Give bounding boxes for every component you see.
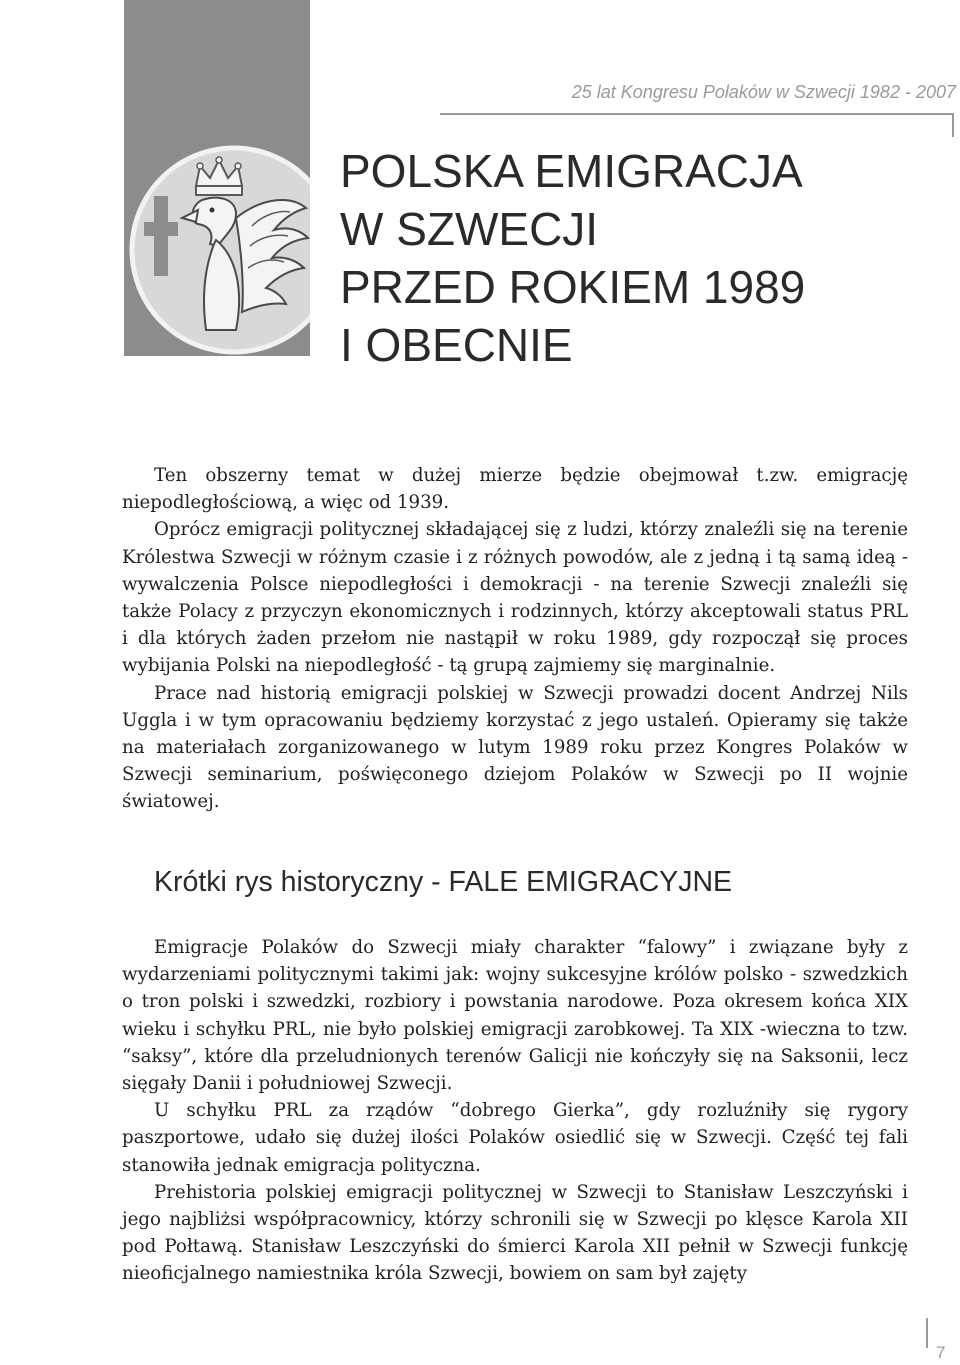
running-header: 25 lat Kongresu Polaków w Szwecji 1982 - 2007	[571, 82, 956, 102]
paragraph: Prace nad historią emigracji polskiej w Szwecji prowadzi docent Andrzej Nils Uggla i w tym opracowaniu będziemy korzystać z jego ustaleń. Opieramy się także na materiałach zorganizowanego w lutym 1989 roku przez Kongres Polaków w Szwecji seminarium, poświęconego dziejom Polaków w Szwecji po II wojnie światowej.	[122, 682, 908, 813]
title-line: POLSKA EMIGRACJA	[340, 145, 803, 197]
section-text	[122, 934, 908, 1288]
title-line: PRZED ROKIEM 1989	[340, 261, 806, 313]
eagle-emblem-graphic	[124, 0, 310, 356]
paragraph: Emigracje Polaków do Szwecji miały charakter “falowy” i związane były z wydarzeniami politycznymi takimi jak: wojny sukcesyjne królów polsko - szwedzkich o tron polski i szwedzki, rozbiory i powstania narodowe. Poza okresem końca XIX wieku i schyłku PRL, nie było polskiej emigracji zarobkowej. Ta XIX -wieczna to tzw. “saksy”, które dla przeludnionych terenów Galicji nie kończyły się na Saksonii, lecz sięgały Danii i południowej Szwecji.	[122, 937, 908, 1095]
page-title	[340, 142, 900, 374]
section-heading: Krótki rys historyczny - FALE EMIGRACYJNE	[154, 866, 733, 898]
crowned-eagle-emblem-icon	[124, 0, 310, 356]
paragraph: U schyłku PRL za rządów “dobrego Gierka”, gdy rozluźniły się rygory paszportowe, udało się dużej ilości Polaków osiedlić się w Szwecji. Część tej fali stanowiła jednak emigracja polityczna.	[122, 1100, 908, 1176]
paragraph: Ten obszerny temat w dużej mierze będzie obejmował t.zw. emigrację niepodległościową, a więc od 1939.	[122, 465, 908, 514]
page-number-rule	[926, 1318, 928, 1348]
paragraph: Oprócz emigracji politycznej składającej się z ludzi, którzy znaleźli się na terenie Królestwa Szwecji w różnym czasie i z różnych powodów, ale z jedną i tą samą ideą - wywalczenia Polsce niepodległości i demokracji - na terenie Szwecji znaleźli się także Polacy z przyczyn ekonomicznych i rodzinnych, którzy akceptowali status PRL i dla których żaden przełom nie nastąpił w roku 1989, gdy rozpoczął się proces wybijania Polski na niepodległość - tą grupą zajmiemy się marginalnie.	[122, 519, 908, 677]
header-rule	[440, 113, 954, 115]
paragraph: Prehistoria polskiej emigracji politycznej w Szwecji to Stanisław Leszczyński i jego najbliżsi współpracownicy, którzy schronili się w Szwecji po klęsce Karola XII pod Połtawą. Stanisław Leszczyński do śmierci Karola XII pełnił w Szwecji funkcję nieoficjalnego namiestnika króla Szwecji, bowiem on sam był zajęty	[122, 1181, 908, 1285]
intro-text	[122, 462, 908, 816]
title-line: I OBECNIE	[340, 319, 573, 371]
header-rule-end	[952, 113, 954, 137]
page-number: 7	[936, 1343, 946, 1362]
title-line: W SZWECJI	[340, 203, 599, 255]
